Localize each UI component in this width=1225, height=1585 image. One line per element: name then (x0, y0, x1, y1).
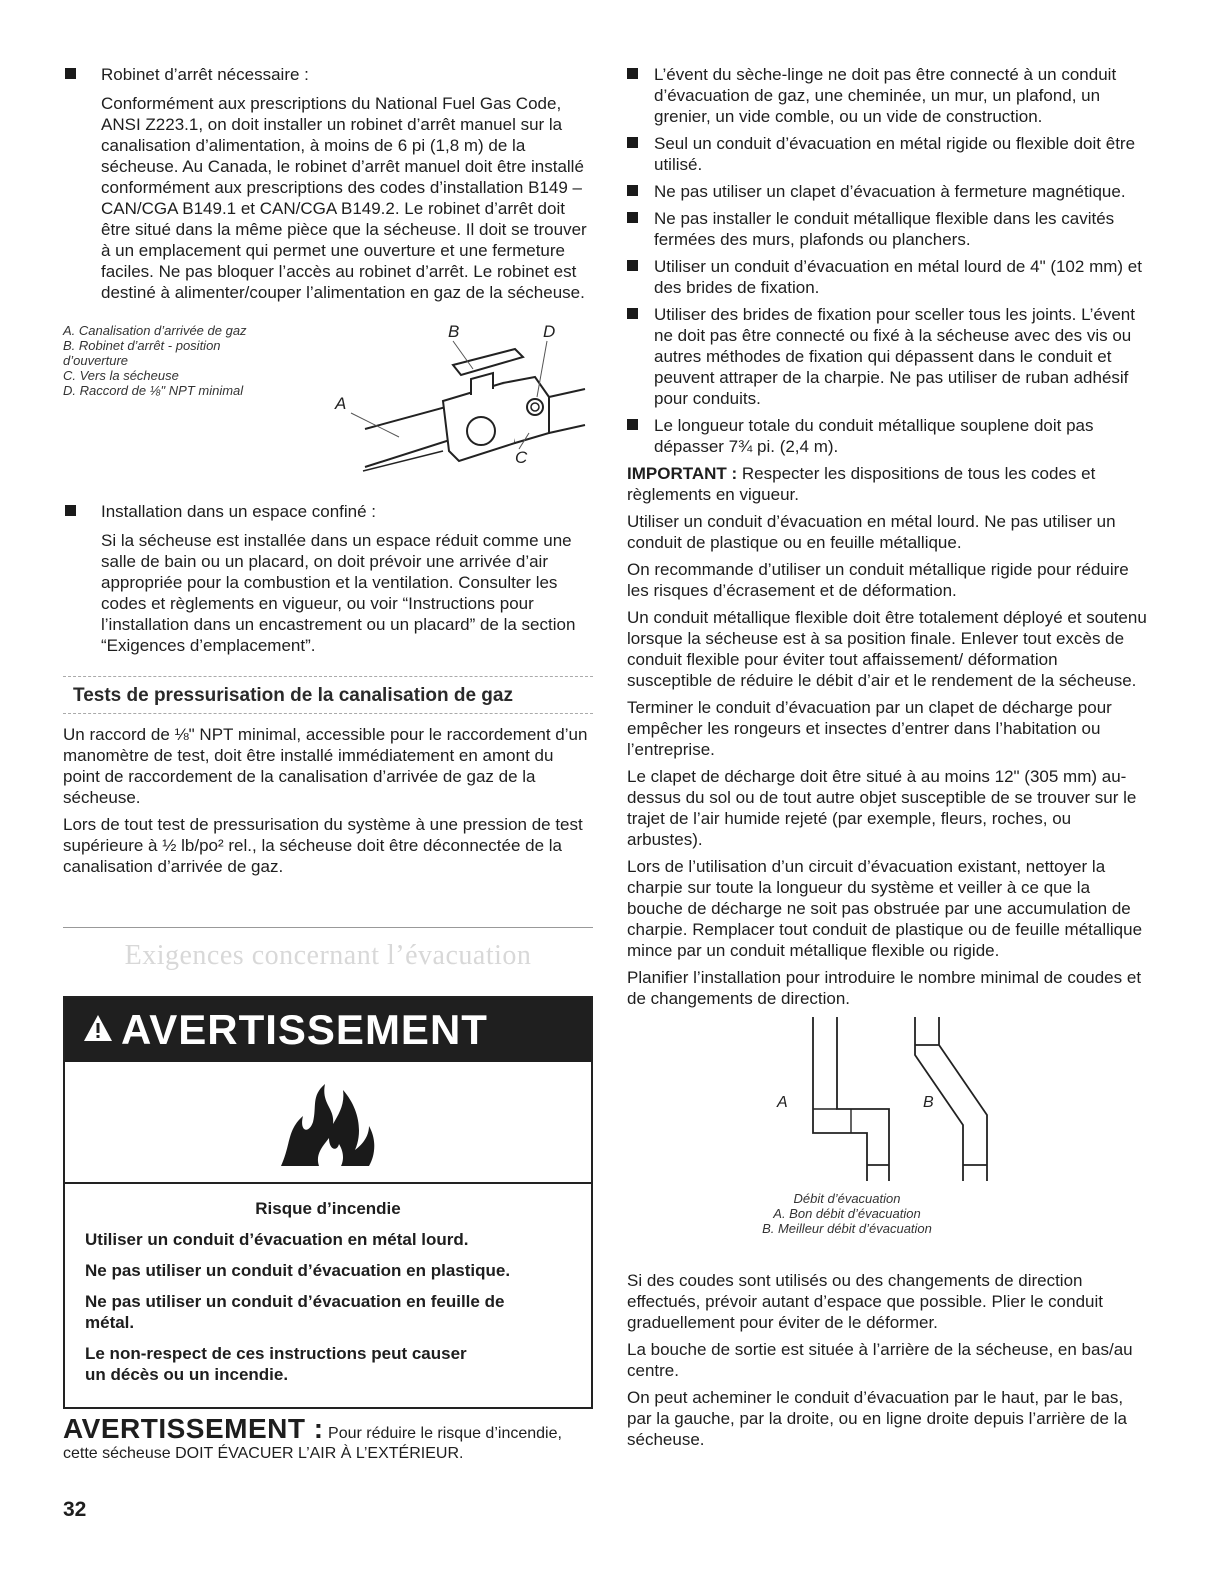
duct-caption-title: Débit d’évacuation (793, 1191, 901, 1206)
bullet-text: Utiliser un conduit d’évacuation en métal lourd de 4" (102 mm) et des brides de fixation. (654, 257, 1142, 297)
bullet-square-icon (627, 308, 638, 319)
label-b: B (923, 1094, 934, 1111)
shutoff-text: Conformément aux prescriptions du National Fuel Gas Code, ANSI Z223.1, on doit installer un robinet d’arrêt manuel sur la canalisation d’alimentation, à moins de 6 pi (1,8 m) de la sécheuse. Au Canada, le robinet d’arrêt manuel doit être installé conformément aux prescriptions des codes d’installation B149 – CAN/CGA B149.1 et CAN/CGA B149.2. Le robinet d’arrêt doit être situé dans la même pièce que la sécheuse. Il doit se trouver à un emplacement qui permet une ouverture et une fermeture faciles. Ne pas bloquer l’accès au robinet d’arrêt. Le robinet est destiné à alimenter/couper l’alimentation en gaz de la sécheuse. (101, 94, 587, 302)
label-c: C (515, 448, 528, 467)
pressure-p2: Lors de tout test de pressurisation du système à une pression de test supérieure à ½ lb/po² rel., la sécheuse doit être déconnectée de la canalisation d’arrivée de gaz. (63, 815, 583, 876)
label-d: D (543, 322, 556, 341)
bullet-text: Ne pas installer le conduit métallique flexible dans les cavités fermées des murs, plafonds ou planchers. (654, 209, 1115, 249)
fire-icon (273, 1074, 383, 1170)
warning-header-text: AVERTISSEMENT (121, 1006, 488, 1053)
bullet-square-icon (627, 68, 638, 79)
warning-box (63, 996, 593, 1409)
important-label: IMPORTANT : (627, 464, 738, 483)
caption-d: D. Raccord de ⅛" NPT minimal (63, 383, 244, 398)
duct-illustration (767, 1015, 1007, 1185)
paragraph: La bouche de sortie est située à l’arrière de la sécheuse, en bas/au centre. (627, 1340, 1133, 1380)
valve-captions (63, 323, 293, 398)
duct-captions (627, 1191, 1147, 1236)
divider (63, 713, 593, 714)
label-a: A (335, 394, 347, 413)
list-item (627, 304, 1147, 409)
left-column (63, 64, 593, 1464)
bottom-warning-text: Pour réduire le risque d’incendie, cette sécheuse DOIT ÉVACUER L’AIR À L’EXTÉRIEUR. (63, 1425, 562, 1462)
pressure-p1: Un raccord de ⅛" NPT minimal, accessible pour le raccordement d’un manomètre de test, doit être installé immédiatement en amont du point de raccordement de la canalisation d’arrivée de gaz de la sécheuse. (63, 725, 588, 807)
bullet-text: Ne pas utiliser un clapet d’évacuation à fermeture magnétique. (654, 182, 1126, 201)
warning-header (65, 998, 591, 1062)
confined-text: Si la sécheuse est installée dans un espace réduit comme une salle de bain ou un placard, on doit prévoir une arrivée d’air appropriée pour la combustion et la ventilation. Consulter les codes et règlements en vigueur, ou voir “Instructions pour l’installation dans un encastrement ou un placard” de la section “Exigences d’emplacement”. (101, 531, 576, 655)
bullet-square-icon (65, 505, 76, 516)
paragraph: Lors de l’utilisation d’un circuit d’évacuation existant, nettoyer la charpie sur toute la longueur du système et veiller à ce que la bouche de décharge ne soit pas obstruée par une accumulation de charpie. Remplacer tout conduit de plastique ou de feuille métallique mince par un conduit métallique flexible ou rigide. (627, 857, 1143, 960)
bullet-square-icon (627, 260, 638, 271)
exhaust-title: Exigences concernant l’évacuation (124, 940, 532, 971)
list-item (627, 256, 1147, 298)
bullet-text: Seul un conduit d’évacuation en métal rigide ou flexible doit être utilisé. (654, 134, 1136, 174)
duct-caption-b: B. Meilleur débit d’évacuation (762, 1221, 932, 1236)
caption-a: A. Canalisation d’arrivée de gaz (63, 323, 247, 338)
paragraph: Si des coudes sont utilisés ou des changements de direction effectués, prévoir autant d’espace que possible. Plier le conduit graduellement pour éviter de le déformer. (627, 1271, 1103, 1332)
bullet-text: Le longueur totale du conduit métallique souplene doit pas dépasser 7¾ pi. (2,4 m). (654, 416, 1094, 456)
valve-figure (63, 321, 593, 481)
warning-line: Le non-respect de ces instructions peut causer un décès ou un incendie. (85, 1344, 467, 1384)
bullet-square-icon (627, 185, 638, 196)
bullet-text: L’évent du sèche-linge ne doit pas être connecté à un conduit d’évacuation de gaz, une cheminée, un mur, un plafond, un grenier, un vide comble, ou un vide de construction. (654, 65, 1117, 126)
label-a: A (777, 1094, 788, 1111)
important-text: Respecter les dispositions de tous les codes et règlements en vigueur. (627, 464, 1096, 504)
warning-body (65, 1184, 591, 1407)
bottom-warning-title: AVERTISSEMENT : (63, 1413, 324, 1444)
pressure-title: Tests de pressurisation de la canalisation de gaz (73, 685, 513, 706)
list-item (627, 181, 1147, 202)
valve-illustration (303, 321, 593, 481)
paragraph: Terminer le conduit d’évacuation par un clapet de décharge pour empêcher les rongeurs et insectes d’entrer dans l’habitation ou l’entreprise. (627, 698, 1112, 759)
bottom-warning (63, 1413, 593, 1464)
paragraph: On peut acheminer le conduit d’évacuation par le haut, par le bas, par la gauche, par la droite, ou en ligne droite depuis l’arrière de la sécheuse. (627, 1388, 1127, 1449)
warning-triangle-icon (83, 1014, 113, 1042)
list-item (63, 64, 593, 85)
list-item (627, 415, 1147, 457)
label-b: B (448, 322, 460, 341)
warning-title: Risque d’incendie (255, 1199, 401, 1218)
paragraph: Le clapet de décharge doit être situé à au moins 12" (305 mm) au-dessus du sol ou de tout autre objet susceptible de se trouver sur le trajet de l’air humide rejeté (par exemple, fleurs, roches, ou arbustes). (627, 767, 1137, 849)
paragraph: On recommande d’utiliser un conduit métallique rigide pour réduire les risques d’écrasement et de déformation. (627, 560, 1129, 600)
fire-symbol-area (65, 1062, 591, 1184)
warning-line: Ne pas utiliser un conduit d’évacuation en feuille de métal. (85, 1292, 505, 1332)
duct-figure (627, 1015, 1147, 1185)
list-item (627, 208, 1147, 250)
caption-c: C. Vers la sécheuse (63, 368, 179, 383)
warning-line: Utiliser un conduit d’évacuation en métal lourd. (85, 1230, 469, 1249)
bullet-text: Utiliser des brides de fixation pour sceller tous les joints. L’évent ne doit pas être connecté ou fixé à la sécheuse avec des vis ou autres méthodes de fixation qui dépassent dans le conduit et peuvent attraper de la charpie. Ne pas utiliser de ruban adhésif pour conduits. (654, 305, 1135, 408)
list-item (63, 501, 593, 522)
important-note (627, 463, 1147, 505)
shutoff-label: Robinet d’arrêt nécessaire : (101, 65, 309, 84)
caption-b: B. Robinet d’arrêt - position d’ouverture (63, 338, 221, 368)
page-number: 32 (63, 1498, 87, 1521)
confined-label: Installation dans un espace confiné : (101, 502, 377, 521)
bullet-square-icon (627, 212, 638, 223)
paragraph: Planifier l’installation pour introduire le nombre minimal de coudes et de changements de direction. (627, 968, 1142, 1008)
list-item (627, 133, 1147, 175)
list-item (627, 64, 1147, 127)
bullet-square-icon (627, 137, 638, 148)
bullet-square-icon (627, 419, 638, 430)
paragraph: Utiliser un conduit d’évacuation en métal lourd. Ne pas utiliser un conduit de plastique ou en feuille métallique. (627, 512, 1116, 552)
paragraph: Un conduit métallique flexible doit être totalement déployé et soutenu lorsque la sécheuse est à sa position finale. Enlever tout excès de conduit flexible pour éviter tout affaissement/ déformation susceptible de réduire le débit d’air et le rendement de la sécheuse. (627, 608, 1147, 690)
bullet-square-icon (65, 68, 76, 79)
duct-caption-a: A. Bon débit d’évacuation (773, 1206, 921, 1221)
warning-line: Ne pas utiliser un conduit d’évacuation en plastique. (85, 1261, 511, 1280)
right-column (627, 64, 1147, 1456)
divider (63, 927, 593, 928)
